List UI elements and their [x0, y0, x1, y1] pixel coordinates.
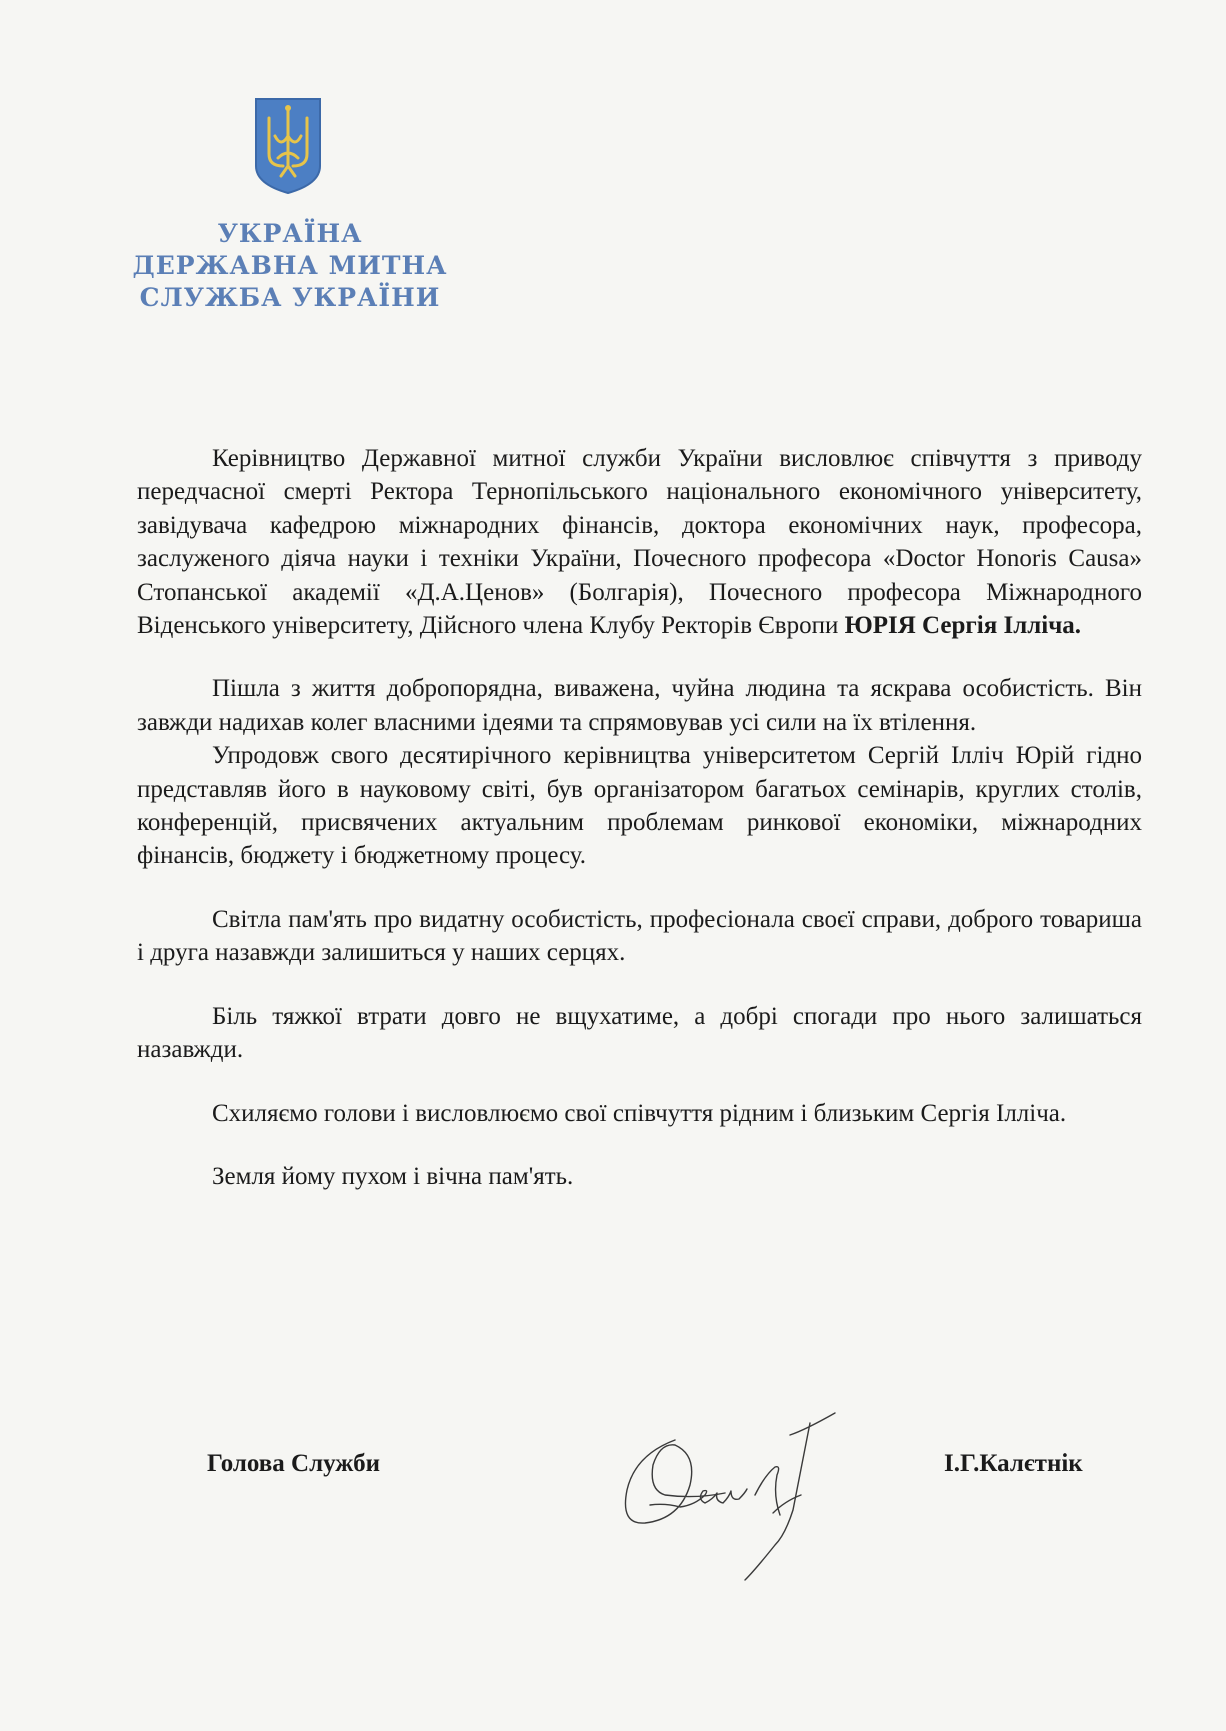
paragraph-2: Пішла з життя добропорядна, виважена, чуйна людина та яскрава особистість. Він завжди надихав колег власними ідеями та спрямовував усі сили на їх втілення.	[137, 675, 1142, 736]
signatory-name: І.Г.Калєтнік	[944, 1450, 1083, 1477]
paragraph-3: Упродовж свого десятирічного керівництва університетом Сергій Ілліч Юрій гідно представляв його в науковому світі, був організатором багатьох семінарів, круглих столів, конференцій, присвячених актуальним проблемам ринкової економіки, міжнародних фінансів, бюджету і бюджетному процесу.	[137, 742, 1142, 870]
paragraph-1-text: Керівництво Державної митної служби України висловлює співчуття з приводу передчасної смерті Ректора Тернопільського національного економічного університету, завідувача кафедрою міжнародних фінансів, доктора економічних наук, професора, заслуженого діяча науки і техніки України, Почесного професора «Doctor Honoris Causa» Стопанської академії «Д.А.Ценов» (Болгарія), Почесного професора Міжнародного Віденського університету, Дійсного члена Клубу Ректорів Європи	[137, 445, 1142, 640]
signatory-title: Голова Служби	[207, 1450, 380, 1477]
paragraph-condolence	[137, 442, 1142, 642]
paragraph-7: Земля йому пухом і вічна пам'ять.	[212, 1162, 574, 1190]
letter-body	[137, 442, 1142, 1193]
org-line-2: ДЕРЖАВНА МИТНА	[132, 251, 448, 280]
org-line-3: СЛУЖБА УКРАЇНИ	[139, 283, 441, 312]
coat-of-arms-icon	[253, 96, 323, 196]
paragraph-4: Світла пам'ять про видатну особистість, професіонала своєї справи, доброго товариша і друга назавжди залишиться у наших серцях.	[137, 905, 1142, 967]
paragraph-5: Біль тяжкої втрати довго не вщухатиме, а добрі спогади про нього залишаться назавжди.	[137, 1002, 1142, 1064]
deceased-name: ЮРІЯ Сергія Ілліча.	[844, 612, 1082, 640]
paragraph-6: Схиляємо голови і висловлюємо свої співчуття рідним і близьким Сергія Ілліча.	[212, 1099, 1067, 1127]
organization-name	[110, 218, 470, 314]
org-line-1: УКРАЇНА	[217, 219, 363, 248]
handwritten-signature	[605, 1395, 875, 1605]
